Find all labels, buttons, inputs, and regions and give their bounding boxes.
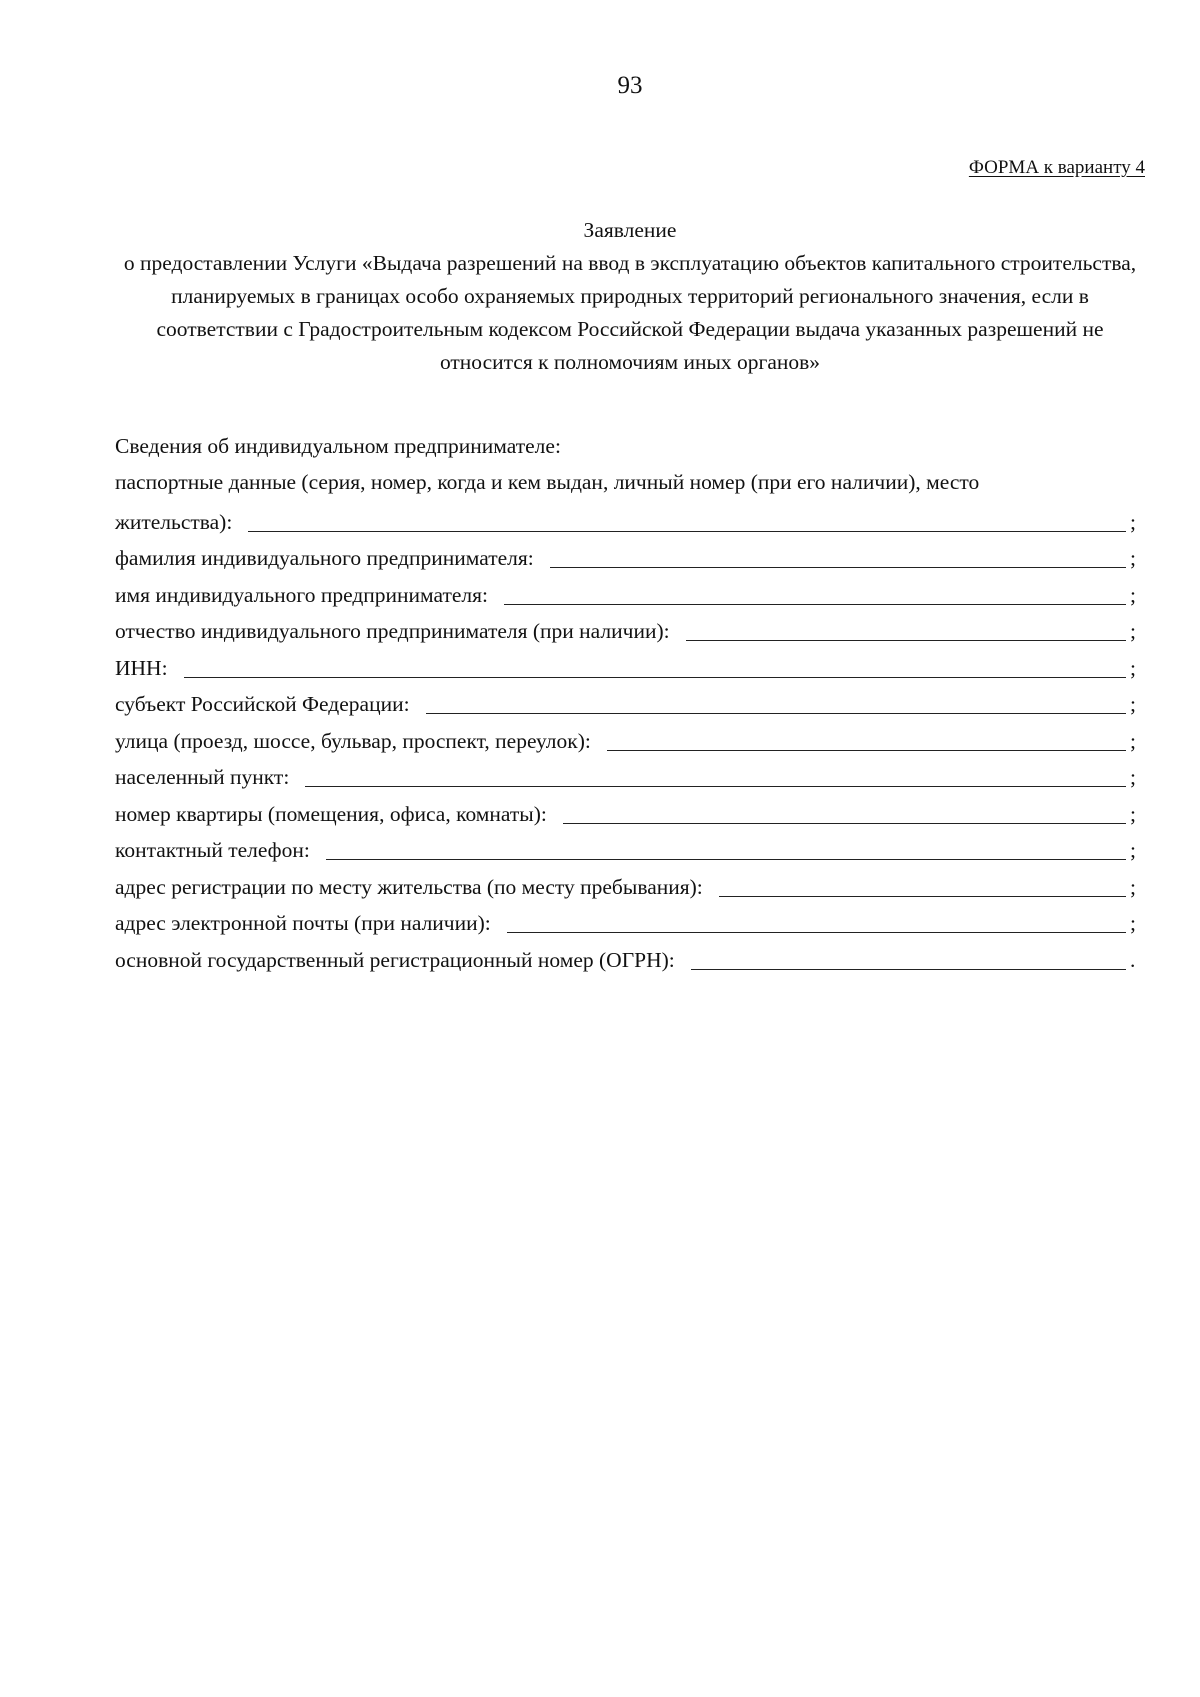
application-title (110, 214, 1150, 379)
field-terminator: ; (1130, 765, 1136, 789)
blank-line[interactable] (686, 618, 1126, 641)
field-phone (115, 829, 1138, 866)
field-inn (115, 646, 1138, 683)
field-terminator: . (1130, 947, 1136, 972)
field-email (115, 902, 1138, 939)
field-terminator: ; (1130, 655, 1136, 680)
field-label: субъект Российской Федерации: (115, 692, 410, 716)
blank-line[interactable] (563, 801, 1126, 824)
field-label: адрес электронной почты (при наличии): (115, 911, 491, 935)
field-locality (115, 756, 1138, 793)
field-label: контактный телефон: (115, 838, 310, 862)
field-terminator: ; (1130, 838, 1136, 862)
blank-line[interactable] (550, 545, 1126, 568)
field-label: отчество индивидуального предпринимателя (при наличии): (115, 619, 670, 643)
field-label: фамилия индивидуального предпринимателя: (115, 546, 534, 570)
blank-line[interactable] (426, 691, 1126, 714)
field-patronymic (115, 610, 1138, 647)
title-heading: Заявление (583, 218, 677, 242)
page-number: 93 (617, 72, 643, 99)
blank-line[interactable] (607, 728, 1126, 751)
field-terminator: ; (1130, 728, 1136, 753)
field-street (115, 719, 1138, 756)
field-label: основной государственный регистрационный номер (ОГРН): (115, 947, 675, 972)
title-subject: о предоставлении Услуги «Выдача разрешений на ввод в эксплуатацию объектов капитального строительства, планируемых в границах особо охраняемых природных территорий регионального значения, если в соответствии с Градостроительным кодексом Российской Федерации выдача указанных разрешений не относится к полномочиям иных органов» (123, 251, 1137, 374)
field-federal-subject (115, 683, 1138, 720)
field-terminator: ; (1130, 911, 1136, 935)
field-label: населенный пункт: (115, 765, 290, 789)
form-reference: ФОРМА к варианту 4 (968, 157, 1145, 178)
blank-line[interactable] (719, 874, 1126, 897)
field-terminator: ; (1130, 692, 1136, 716)
passport-intro: паспортные данные (серия, номер, когда и кем выдан, личный номер (при его наличии), место (115, 470, 980, 494)
blank-line[interactable] (184, 655, 1126, 678)
blank-line[interactable] (248, 509, 1126, 532)
blank-line[interactable] (504, 582, 1126, 605)
entrepreneur-details-form (115, 428, 1138, 975)
blank-line[interactable] (507, 910, 1126, 933)
field-terminator: ; (1130, 582, 1136, 607)
field-terminator: ; (1130, 801, 1136, 826)
field-terminator: ; (1130, 546, 1136, 570)
field-first-name (115, 573, 1138, 610)
field-residence (115, 500, 1138, 537)
field-label: ИНН: (115, 655, 168, 680)
field-label: адрес регистрации по месту жительства (по месту пребывания): (115, 874, 703, 899)
blank-line[interactable] (691, 947, 1126, 970)
field-registration-address (115, 865, 1138, 902)
field-label: имя индивидуального предпринимателя: (115, 582, 489, 607)
section-title: Сведения об индивидуальном предпринимателе: (115, 434, 561, 458)
field-apartment (115, 792, 1138, 829)
field-label: улица (проезд, шоссе, бульвар, проспект, переулок): (115, 728, 591, 753)
blank-line[interactable] (326, 837, 1126, 860)
blank-line[interactable] (305, 764, 1126, 787)
field-terminator: ; (1130, 619, 1136, 643)
field-label: номер квартиры (помещения, офиса, комнаты): (115, 801, 547, 826)
field-surname (115, 537, 1138, 574)
field-ogrn (115, 938, 1138, 975)
field-terminator: ; (1130, 509, 1136, 534)
field-terminator: ; (1130, 874, 1136, 899)
field-label: жительства): (115, 509, 233, 534)
